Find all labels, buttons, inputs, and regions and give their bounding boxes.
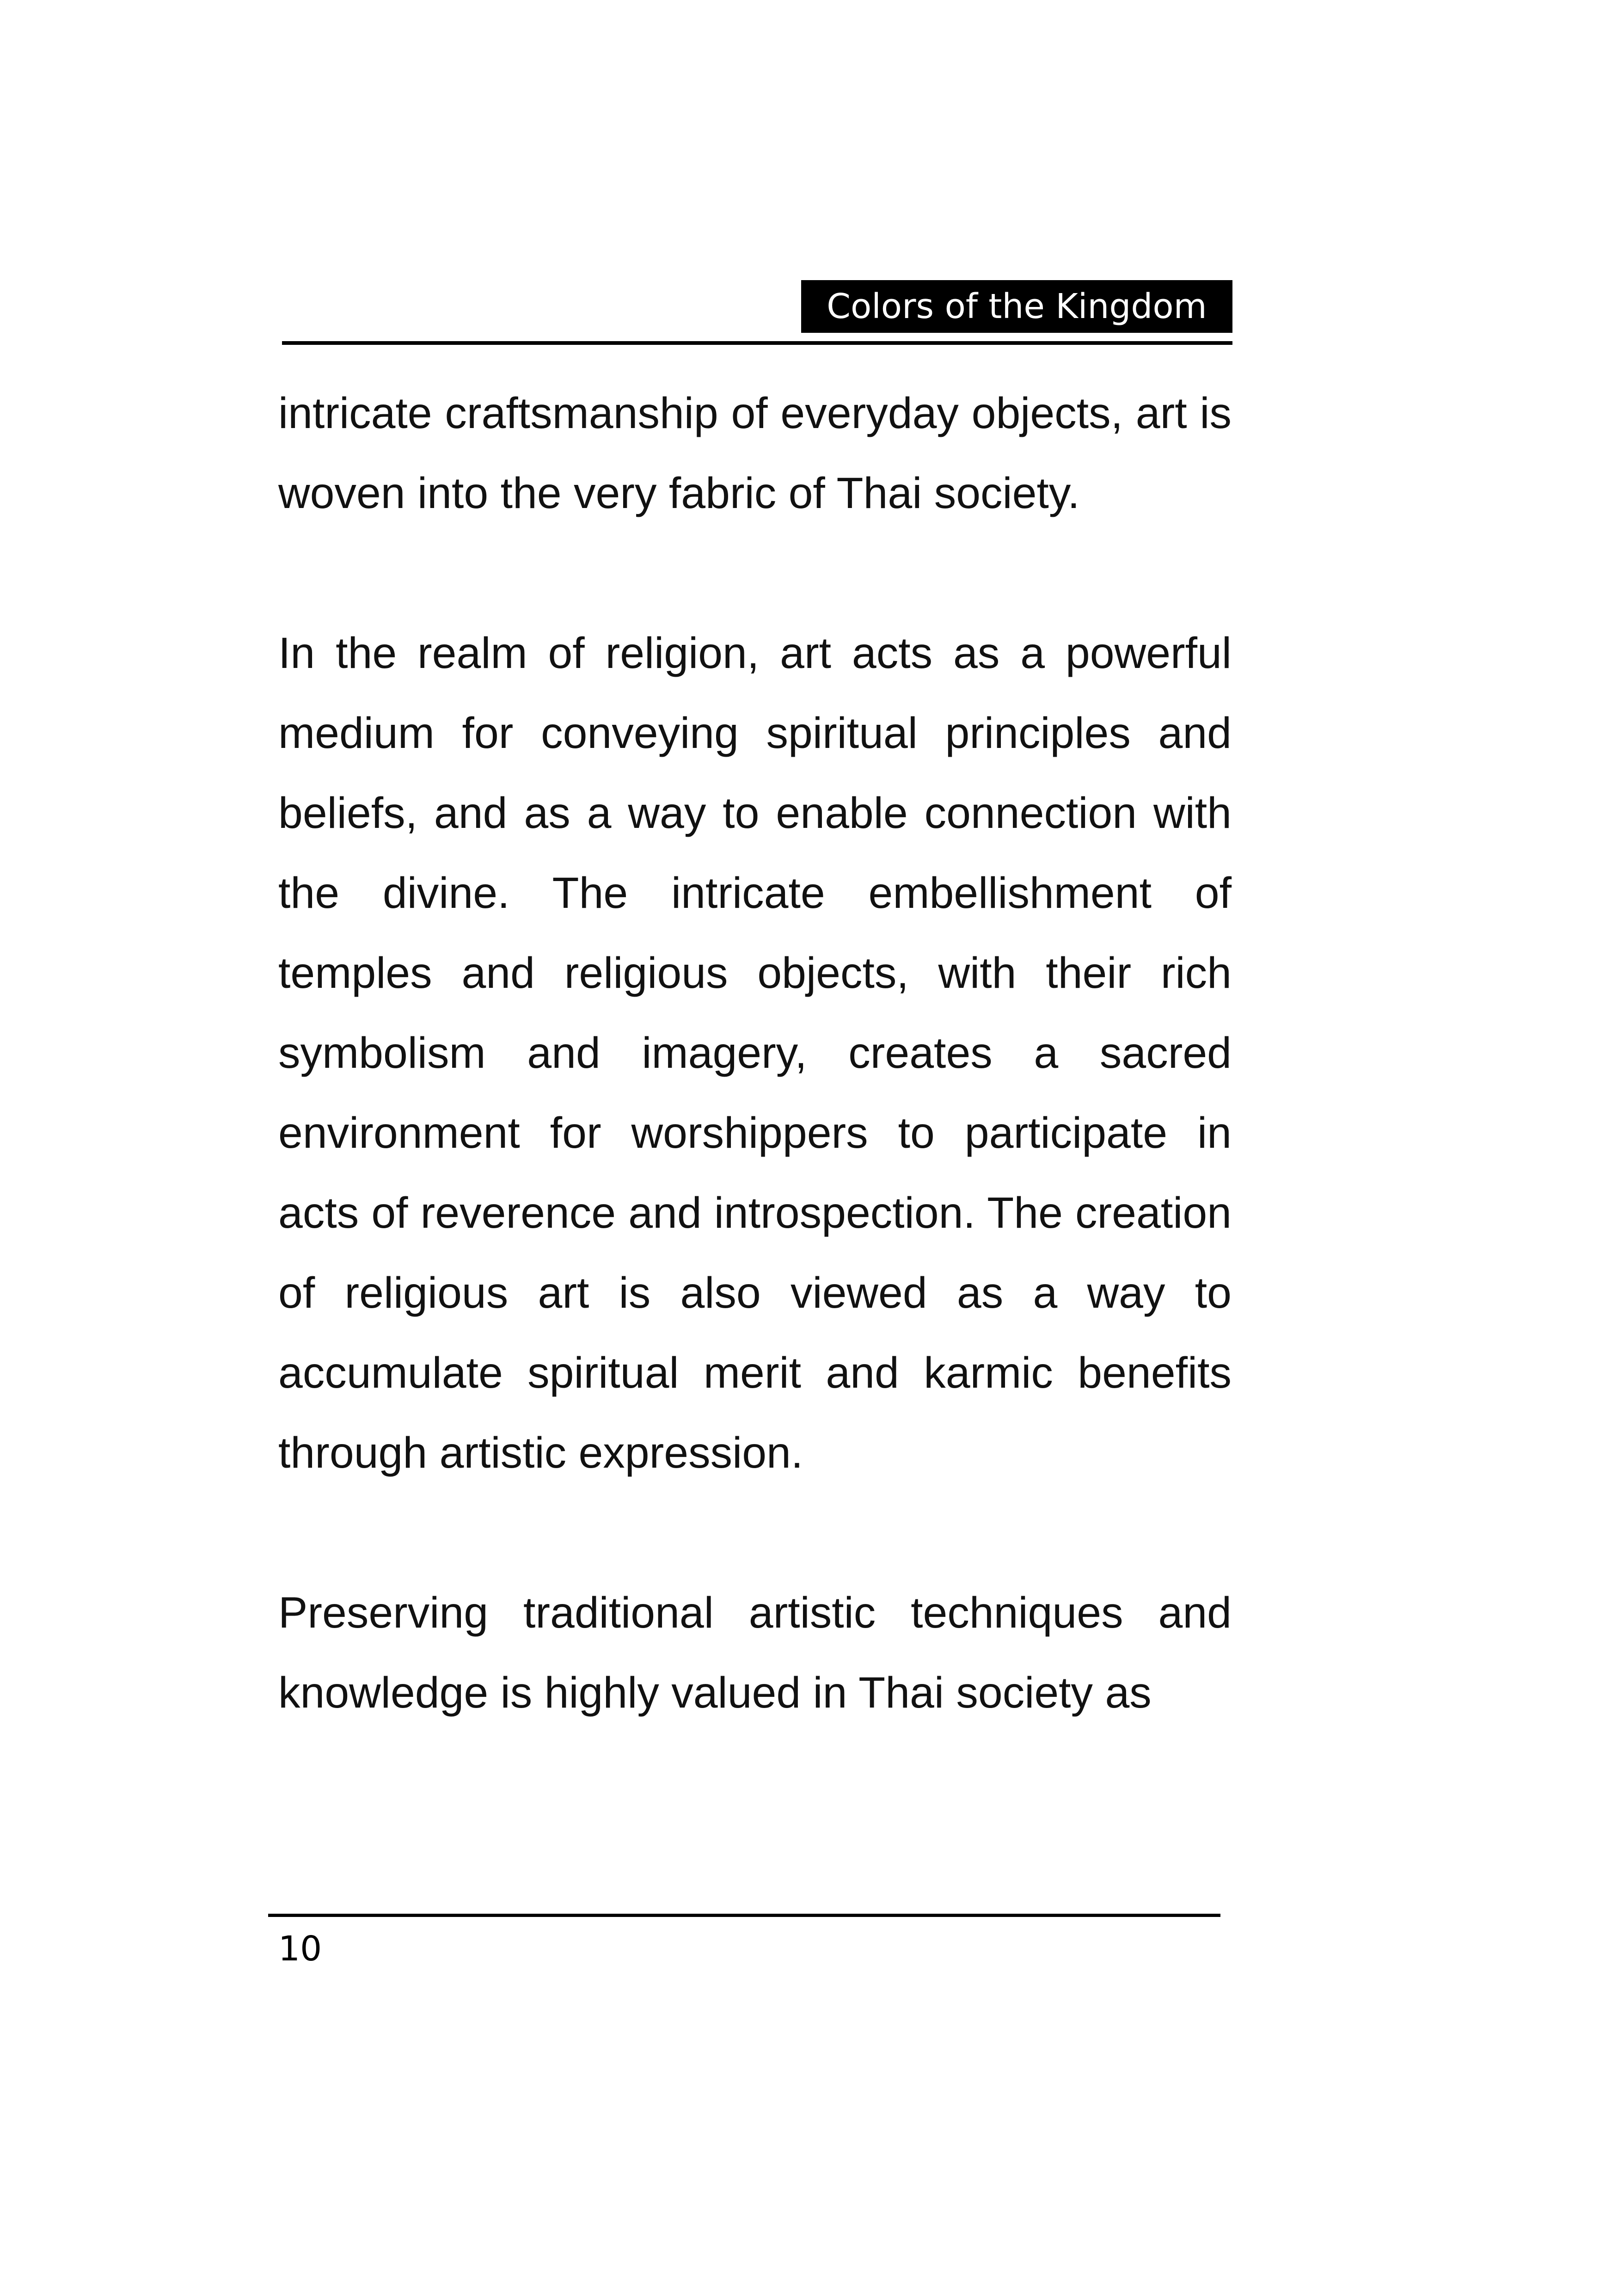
paragraph: Preserving traditional artistic techniques and knowledge is highly valued in Thai society as [278,1588,1232,1717]
running-title: Colors of the Kingdom [801,280,1232,333]
body-text [278,373,1232,1733]
page-number: 10 [278,1929,322,1969]
header-rule [282,341,1232,345]
paragraph: intricate craftsmanship of everyday objects, art is woven into the very fabric of Thai society. [278,389,1232,518]
paragraph: In the realm of religion, art acts as a powerful medium for conveying spiritual principles and beliefs, and as a way to enable connection with the divine. The intricate embellishment of temples and religious objects, with their rich symbolism and imagery, creates a sacred environment for worshippers to participate in acts of reverence and introspection. The creation of religious art is also viewed as a way to accumulate spiritual merit and karmic benefits through artistic expression. [278,629,1232,1477]
footer-rule [268,1914,1220,1917]
